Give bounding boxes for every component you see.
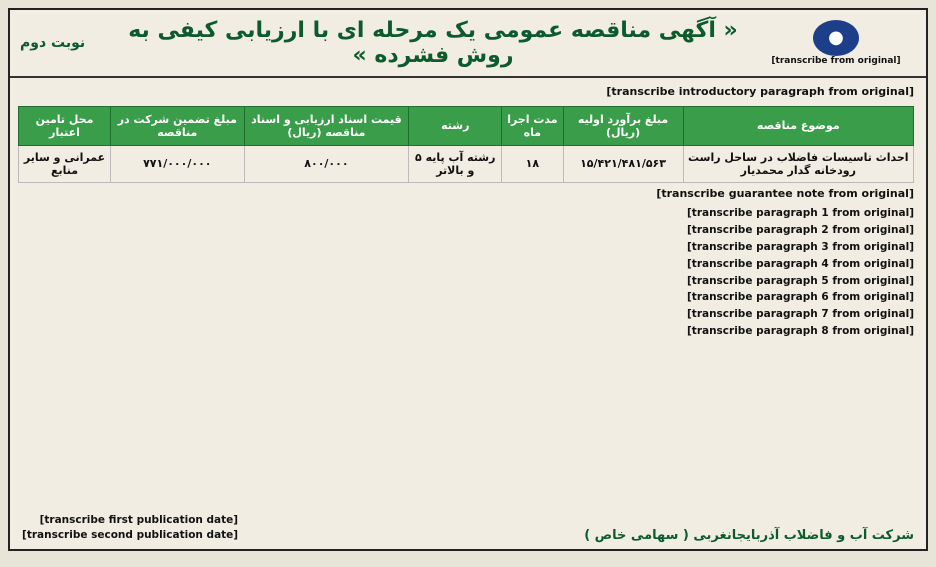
- column-header: محل تامین اعتبار: [19, 106, 111, 145]
- table-cell: ۱۸: [502, 145, 563, 182]
- table-cell: ۱۵/۴۲۱/۴۸۱/۵۶۳: [563, 145, 683, 182]
- tender-table: [18, 106, 914, 183]
- second-publication-date: [transcribe second publication date]: [22, 528, 239, 541]
- body-paragraph: [transcribe paragraph 1 from original]: [686, 206, 914, 219]
- body-paragraph: [transcribe paragraph 4 from original]: [686, 257, 914, 270]
- first-publication-date: [transcribe first publication date]: [39, 513, 239, 526]
- table-header-row: [19, 106, 914, 145]
- conditions-body: [10, 204, 926, 404]
- guarantee-note: [transcribe guarantee note from original]: [656, 186, 914, 200]
- body-paragraph: [transcribe paragraph 7 from original]: [686, 308, 914, 321]
- body-paragraph: [transcribe paragraph 5 from original]: [686, 274, 914, 287]
- publication-round: نوبت دوم: [20, 35, 86, 51]
- column-header: مدت اجرا ماه: [502, 106, 563, 145]
- body-paragraph: [transcribe paragraph 3 from original]: [686, 240, 914, 253]
- table-cell: ۸۰۰/۰۰۰: [244, 145, 409, 182]
- water-drop-icon: ●: [813, 20, 859, 56]
- tender-notice: [8, 8, 928, 551]
- body-paragraph: [transcribe paragraph 6 from original]: [686, 291, 914, 304]
- notice-title: « آگهی مناقصه عمومی یک مرحله ای با ارزیابی کیفی به روش فشرده »: [128, 18, 738, 68]
- publication-dates: [22, 513, 238, 543]
- body-paragraph: [transcribe paragraph 2 from original]: [686, 223, 914, 236]
- company-signature: شرکت آب و فاضلاب آذربایجانغربی ( سهامی خاص ): [584, 528, 914, 543]
- company-logo: [756, 20, 916, 66]
- column-header: قیمت اسناد ارزیابی و اسناد مناقصه (ریال): [244, 106, 409, 145]
- column-header: رشته: [409, 106, 502, 145]
- body-paragraph: [transcribe paragraph 8 from original]: [686, 325, 914, 338]
- notice-footer: [22, 513, 914, 543]
- table-row: [19, 145, 914, 182]
- table-cell: احداث تاسیسات فاضلاب در ساحل راست رودخانه گدار محمدیار: [683, 145, 913, 182]
- column-header: موضوع مناقصه: [683, 106, 913, 145]
- org-line: [transcribe from original]: [771, 56, 901, 66]
- column-header: مبلغ برآورد اولیه (ریال): [563, 106, 683, 145]
- column-header: مبلغ تضمین شرکت در مناقصه: [111, 106, 245, 145]
- table-cell: عمرانی و سایر منابع: [19, 145, 111, 182]
- table-cell: ۷۷۱/۰۰۰/۰۰۰: [111, 145, 245, 182]
- table-cell: رشته آب پایه ۵ و بالاتر: [409, 145, 502, 182]
- notice-header: [10, 10, 926, 78]
- intro-paragraph: [transcribe introductory paragraph from original]: [606, 85, 914, 98]
